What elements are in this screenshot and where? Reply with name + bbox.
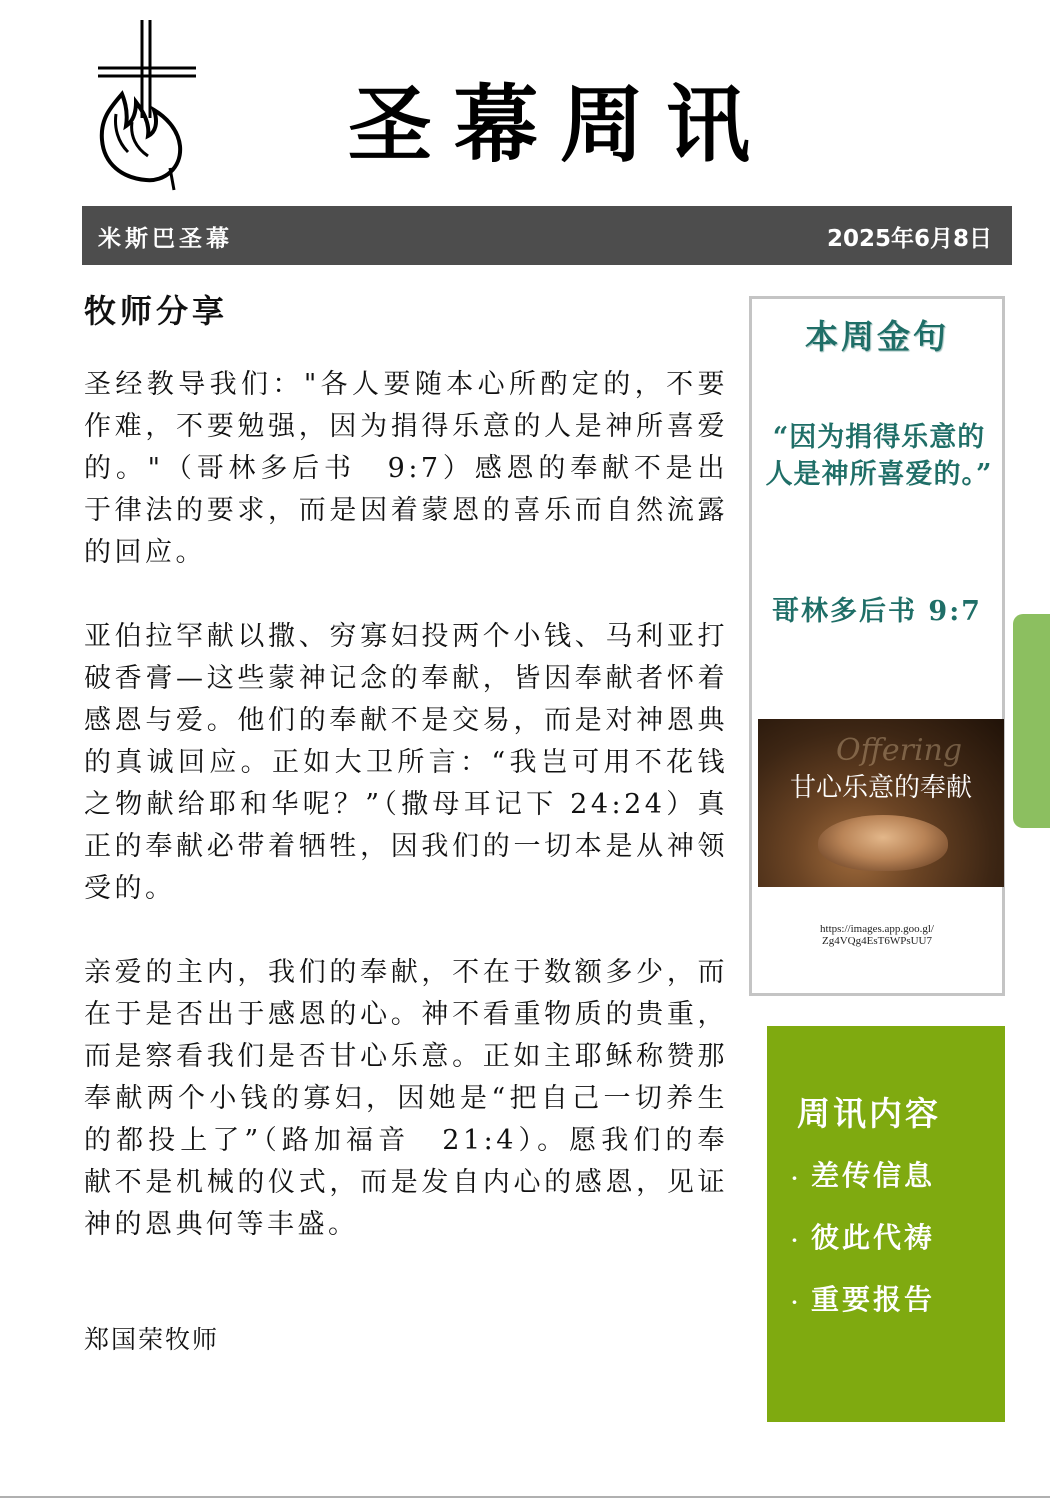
contents-item-label: 彼此代祷 [810,1221,935,1254]
bullet-icon: · [791,1165,801,1190]
side-tab [1013,614,1050,828]
image-credit-line: Zg4VQg4EsT6WPsUU7 [822,935,932,947]
offering-image-caption: 甘心乐意的奉献 [789,773,972,803]
offering-script-text: Offering [836,733,963,768]
contents-item-label: 重要报告 [810,1283,935,1316]
contents-title: 周讯内容 [797,1094,941,1133]
article-body [84,364,728,1288]
bullet-icon: · [791,1289,801,1314]
newsletter-title: 圣幕周讯 [347,75,772,174]
page-bottom-divider [0,1496,1050,1498]
offering-image [758,719,1004,887]
image-credit [752,923,1002,947]
contents-item [791,1278,935,1318]
contents-item [791,1216,935,1256]
article-paragraph: 亚伯拉罕献以撒、穷寡妇投两个小钱、马利亚打破香膏—这些蒙神记念的奉献，皆因奉献者怀着感恩与爱。他们的奉献不是交易，而是对神恩典的真诚回应。正如大卫所言：“我岂可用不花钱之物献给耶和华呢？”（撒母耳记下 24:24）真正的奉献必带着牺牲，因我们的一切本是从神领受的。 [84,621,728,904]
header-banner [82,206,1012,265]
article-heading: 牧师分享 [84,292,229,330]
contents-item-label: 差传信息 [810,1159,935,1192]
article-paragraph: 亲爱的主内，我们的奉献，不在于数额多少，而在于是否出于感恩的心。神不看重物质的贵重，而是察看我们是否甘心乐意。正如主耶稣称赞那奉献两个小钱的寡妇，因她是“把自己一切养生的都投上了”（路加福音 21:4）。愿我们的奉献不是机械的仪式，而是发自内心的感恩，见证神的恩典何等丰盛。 [84,957,728,1240]
verse-reference: 哥林多后书 9:7 [772,596,982,627]
contents-item [791,1154,935,1194]
offering-hands-graphic [818,815,948,871]
issue-date: 2025年6月8日 [826,226,992,252]
verse-quote: “因为捐得乐意的人是神所喜爱的。” [765,422,993,490]
cross-flame-logo-icon [92,18,204,198]
bullet-icon: · [791,1227,801,1252]
verse-box-title: 本周金句 [805,317,949,356]
pastor-signature: 郑国荣牧师 [84,1325,220,1354]
weekly-verse-box [749,296,1005,996]
image-credit-line: https://images.app.goo.gl/ [820,923,934,935]
church-name: 米斯巴圣幕 [98,225,233,252]
contents-box [767,1026,1005,1422]
article-paragraph: 圣经教导我们："各人要随本心所酌定的，不要作难，不要勉强，因为捐得乐意的人是神所喜爱的。"（哥林多后书 9:7）感恩的奉献不是出于律法的要求，而是因着蒙恩的喜乐而自然流露的回应。 [84,369,728,568]
